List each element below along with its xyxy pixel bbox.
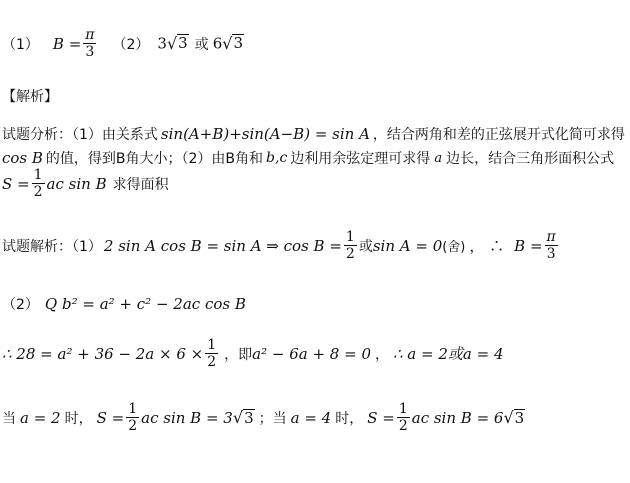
solution-formula: ∴ 28 = a² + 36 − 2a × 6 × bbox=[2, 344, 204, 363]
answer-part2-value1: 3 √ 3 bbox=[157, 33, 188, 53]
analysis-variable: b,c bbox=[266, 150, 288, 166]
area-formula-fraction: $\frac{1}{2}$ bbox=[33, 167, 43, 200]
analysis-line-3 bbox=[2, 168, 169, 199]
solution-B-fraction: $\frac{\pi}{3}$ bbox=[546, 229, 556, 262]
answer-line bbox=[2, 28, 244, 59]
solution-text: 时， bbox=[335, 410, 364, 427]
analysis-text: 求得面积 bbox=[112, 176, 169, 193]
area-formula-lhs: S = bbox=[96, 408, 125, 427]
answer-part1-label: （1） bbox=[2, 36, 39, 53]
analysis-variable: a bbox=[434, 150, 443, 166]
quadratic-equation: a² − 6a + 8 = 0 bbox=[252, 344, 371, 363]
solution-fraction: $\frac{1}{2}$ bbox=[207, 337, 217, 370]
solution-or: 或 bbox=[358, 238, 373, 255]
cosine-law-formula: Q b² = a² + c² − 2ac cos B bbox=[44, 295, 246, 313]
solution-formula: a = 2 bbox=[20, 408, 61, 427]
area-formula-lhs: S = bbox=[2, 174, 30, 193]
area-result-1: ac sin B = 3 bbox=[141, 408, 233, 427]
solution-formula: sin A = 0 bbox=[372, 236, 443, 255]
answer-part1-lhs: B = bbox=[52, 34, 82, 53]
analysis-formula: cos B bbox=[2, 149, 43, 167]
area-formula-rest: ac sin B bbox=[46, 174, 107, 193]
analysis-text: ，结合两角和差的正弦展开式化简可求得 bbox=[372, 127, 625, 143]
analysis-header: 【解析】 bbox=[2, 89, 58, 105]
solution-text: 当 bbox=[2, 410, 16, 427]
answer-part1-fraction: $\frac{\pi}{3}$ bbox=[85, 27, 95, 60]
area-fraction-2: $\frac{1}{2}$ bbox=[398, 401, 408, 434]
area-formula-lhs: S = bbox=[367, 408, 395, 427]
solution-formula: 2 sin A cos B = sin A ⇒ cos B = bbox=[103, 236, 342, 255]
solution-text: ，即 bbox=[224, 346, 253, 363]
analysis-formula: sin(A+B)+sin(A−B) = sin A bbox=[160, 125, 370, 143]
solution-label: 试题解析：（1） bbox=[2, 238, 102, 255]
solution-line-1 bbox=[2, 230, 560, 261]
solution-fraction: $\frac{1}{2}$ bbox=[345, 229, 355, 262]
answer-part2-value2: 6 √ 3 bbox=[212, 33, 243, 53]
solution-result: ∴ a = 2或a = 4 bbox=[393, 345, 504, 363]
analysis-text: 边长，结合三角形面积公式 bbox=[446, 151, 615, 167]
solution-formula: B = bbox=[514, 236, 543, 255]
analysis-text: 的值，得到B角大小；（2）由B角和 bbox=[45, 151, 264, 167]
analysis-text: 试题分析：（1）由关系式 bbox=[2, 127, 158, 143]
sqrt-2: √ 3 bbox=[503, 408, 525, 428]
solution-text: ， bbox=[375, 346, 389, 363]
solution-text: 时， bbox=[64, 410, 93, 427]
answer-part2-label: （2） bbox=[112, 36, 150, 53]
analysis-line-2 bbox=[2, 148, 614, 168]
solution-reject: (舍) bbox=[442, 240, 466, 255]
solution-line-2 bbox=[2, 294, 246, 314]
sqrt-1: √ 3 bbox=[232, 408, 254, 428]
solution-line-4 bbox=[2, 402, 525, 433]
solution-text: ；当 bbox=[258, 410, 287, 427]
analysis-text: 边利用余弦定理可求得 bbox=[290, 151, 431, 167]
analysis-line-1 bbox=[2, 124, 625, 144]
therefore-symbol: ， ∴ bbox=[469, 237, 505, 255]
answer-or: 或 bbox=[194, 36, 209, 53]
solution-formula: a = 4 bbox=[290, 408, 332, 427]
solution-label: （2） bbox=[2, 297, 39, 313]
area-fraction-1: $\frac{1}{2}$ bbox=[128, 401, 138, 434]
area-result-2: ac sin B = 6 bbox=[411, 408, 504, 427]
solution-line-3 bbox=[2, 338, 504, 369]
